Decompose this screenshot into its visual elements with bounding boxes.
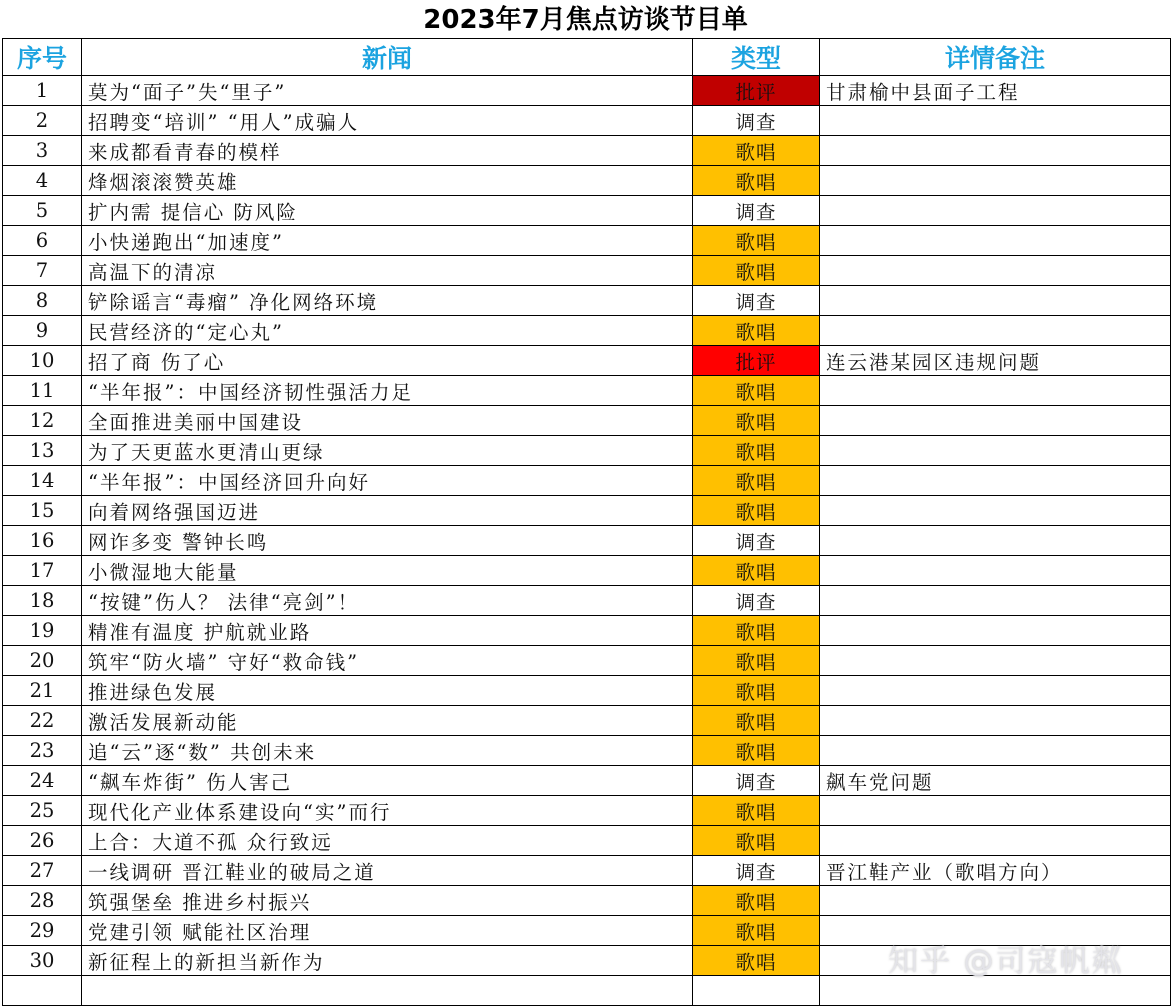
cell-type[interactable]: 歌唱 [693,826,820,856]
table-row [3,106,1171,136]
table-row [3,556,1171,586]
table-row [3,886,1171,916]
table-row [3,646,1171,676]
cell-note[interactable]: 连云港某园区违规问题 [820,346,1171,376]
table-row [3,586,1171,616]
cell-num[interactable]: 27 [3,856,82,886]
cell-type[interactable]: 歌唱 [693,616,820,646]
cell-news[interactable]: 筑强堡垒 推进乡村振兴 [82,886,693,916]
cell-news[interactable]: “半年报”：中国经济韧性强活力足 [82,376,693,406]
cell-num[interactable]: 10 [3,346,82,376]
cell-type[interactable]: 歌唱 [693,736,820,766]
cell-type[interactable]: 调查 [693,586,820,616]
cell-note[interactable] [820,406,1171,436]
cell-news[interactable]: 追“云”逐“数” 共创未来 [82,736,693,766]
cell-news[interactable]: 莫为“面子”失“里子” [82,76,693,106]
table-row [3,76,1171,106]
cell-note[interactable] [820,136,1171,166]
cell-note[interactable] [820,826,1171,856]
cell-num[interactable]: 1 [3,76,82,106]
cell-news[interactable]: 招聘变“培训” “用人”成骗人 [82,106,693,136]
cell-type[interactable]: 歌唱 [693,436,820,466]
program-table [2,38,1171,1006]
cell-type[interactable]: 调查 [693,286,820,316]
cell-num[interactable]: 25 [3,796,82,826]
cell-news[interactable]: 现代化产业体系建设向“实”而行 [82,796,693,826]
cell-num[interactable]: 30 [3,946,82,976]
cell-news[interactable]: 招了商 伤了心 [82,346,693,376]
cell-num[interactable]: 18 [3,586,82,616]
cell-type[interactable]: 歌唱 [693,916,820,946]
cell-news[interactable]: 为了天更蓝水更清山更绿 [82,436,693,466]
cell-num[interactable]: 9 [3,316,82,346]
cell-type[interactable]: 歌唱 [693,226,820,256]
cell-num[interactable]: 21 [3,676,82,706]
cell-type[interactable]: 调查 [693,526,820,556]
cell-news[interactable]: “按键”伤人？ 法律“亮剑”！ [82,586,693,616]
cell-note[interactable]: 甘肃榆中县面子工程 [820,76,1171,106]
cell-note[interactable]: 飙车党问题 [820,766,1171,796]
cell-type[interactable]: 歌唱 [693,556,820,586]
table-row [3,616,1171,646]
header-row [3,39,1171,76]
cell-news[interactable]: “飙车炸街” 伤人害己 [82,766,693,796]
cell-num[interactable]: 6 [3,226,82,256]
cell-note[interactable] [820,196,1171,226]
cell-type[interactable]: 调查 [693,856,820,886]
cell-news[interactable]: 铲除谣言“毒瘤” 净化网络环境 [82,286,693,316]
cell-note[interactable] [820,466,1171,496]
table-row [3,796,1171,826]
cell-num[interactable]: 28 [3,886,82,916]
cell-news[interactable]: 小微湿地大能量 [82,556,693,586]
cell-num[interactable]: 7 [3,256,82,286]
cell-num[interactable]: 16 [3,526,82,556]
cell-note[interactable] [820,526,1171,556]
cell-type[interactable]: 歌唱 [693,166,820,196]
sheet-title: 2023年7月焦点访谈节目单 [423,5,748,35]
cell-type[interactable]: 批评 [693,76,820,106]
cell-news[interactable]: 民营经济的“定心丸” [82,316,693,346]
cell-num[interactable]: 5 [3,196,82,226]
cell-num[interactable]: 24 [3,766,82,796]
cell-num[interactable]: 22 [3,706,82,736]
cell-note[interactable] [820,796,1171,826]
cell-num[interactable]: 17 [3,556,82,586]
cell-type[interactable]: 歌唱 [693,946,820,976]
table-row [3,466,1171,496]
cell-num[interactable]: 3 [3,136,82,166]
header-note[interactable]: 详情备注 [820,39,1171,76]
cell-note[interactable] [820,316,1171,346]
cell-note[interactable] [820,376,1171,406]
watermark: 知乎 @司寇帆粼 [888,944,1124,979]
cell-note[interactable] [820,436,1171,466]
cell-news[interactable]: 网诈多变 警钟长鸣 [82,526,693,556]
table-row [3,406,1171,436]
cell-news[interactable]: 新征程上的新担当新作为 [82,946,693,976]
table-row [3,226,1171,256]
header-type[interactable]: 类型 [693,39,820,76]
cell-num[interactable]: 12 [3,406,82,436]
cell-type[interactable]: 歌唱 [693,466,820,496]
cell-note[interactable] [820,556,1171,586]
table-row [3,436,1171,466]
table-row [3,766,1171,796]
cell-news[interactable]: “半年报”：中国经济回升向好 [82,466,693,496]
cell-type[interactable]: 歌唱 [693,796,820,826]
cell-note[interactable] [820,616,1171,646]
cell-type[interactable]: 歌唱 [693,886,820,916]
cell-news[interactable]: 精准有温度 护航就业路 [82,616,693,646]
cell-note[interactable]: 晋江鞋产业（歌唱方向） [820,856,1171,886]
cell-type[interactable]: 歌唱 [693,676,820,706]
table-row [3,256,1171,286]
cell-num[interactable]: 23 [3,736,82,766]
table-row [3,166,1171,196]
cell-type[interactable]: 批评 [693,346,820,376]
cell-type[interactable]: 歌唱 [693,256,820,286]
table-row [3,136,1171,166]
cell-num[interactable]: 29 [3,916,82,946]
table-row [3,316,1171,346]
cell-note[interactable] [820,286,1171,316]
cell-news[interactable]: 上合：大道不孤 众行致远 [82,826,693,856]
cell-type[interactable]: 歌唱 [693,316,820,346]
cell-num[interactable]: 4 [3,166,82,196]
cell-news[interactable]: 一线调研 晋江鞋业的破局之道 [82,856,693,886]
cell-num[interactable]: 26 [3,826,82,856]
cell-num[interactable]: 19 [3,616,82,646]
cell-note[interactable] [820,706,1171,736]
cell-type[interactable]: 歌唱 [693,376,820,406]
cell-note[interactable] [820,256,1171,286]
cell-num[interactable]: 13 [3,436,82,466]
cell-news[interactable]: 推进绿色发展 [82,676,693,706]
table-row [3,706,1171,736]
cell-num[interactable]: 20 [3,646,82,676]
cell-type[interactable] [693,976,820,1006]
cell-num[interactable]: 11 [3,376,82,406]
cell-news[interactable]: 来成都看青春的模样 [82,136,693,166]
cell-note[interactable] [820,736,1171,766]
table-row [3,286,1171,316]
cell-type[interactable]: 歌唱 [693,136,820,166]
header-news[interactable]: 新闻 [82,39,693,76]
table-row [3,826,1171,856]
cell-note[interactable] [820,166,1171,196]
cell-note[interactable] [820,676,1171,706]
table-row [3,856,1171,886]
cell-num[interactable]: 2 [3,106,82,136]
cell-num[interactable]: 8 [3,286,82,316]
cell-news[interactable]: 小快递跑出“加速度” [82,226,693,256]
cell-news[interactable]: 党建引领 赋能社区治理 [82,916,693,946]
header-num[interactable]: 序号 [3,39,82,76]
cell-num[interactable] [3,976,82,1006]
table-row [3,676,1171,706]
table-row [3,736,1171,766]
cell-note[interactable] [820,886,1171,916]
cell-type[interactable]: 调查 [693,766,820,796]
cell-news[interactable]: 烽烟滚滚赞英雄 [82,166,693,196]
cell-note[interactable] [820,496,1171,526]
cell-note[interactable] [820,586,1171,616]
cell-note[interactable] [820,646,1171,676]
cell-type[interactable]: 歌唱 [693,646,820,676]
cell-type[interactable]: 调查 [693,106,820,136]
cell-news[interactable] [82,976,693,1006]
cell-type[interactable]: 歌唱 [693,706,820,736]
table-row [3,376,1171,406]
cell-news[interactable]: 全面推进美丽中国建设 [82,406,693,436]
table-row [3,526,1171,556]
cell-news[interactable]: 高温下的清凉 [82,256,693,286]
table-row [3,346,1171,376]
cell-note[interactable] [820,226,1171,256]
cell-news[interactable]: 激活发展新动能 [82,706,693,736]
cell-news[interactable]: 筑牢“防火墙” 守好“救命钱” [82,646,693,676]
cell-note[interactable] [820,106,1171,136]
table-row [3,196,1171,226]
cell-type[interactable]: 歌唱 [693,496,820,526]
cell-num[interactable]: 15 [3,496,82,526]
cell-type[interactable]: 调查 [693,196,820,226]
cell-type[interactable]: 歌唱 [693,406,820,436]
cell-news[interactable]: 扩内需 提信心 防风险 [82,196,693,226]
table-row [3,976,1171,1006]
cell-news[interactable]: 向着网络强国迈进 [82,496,693,526]
cell-note[interactable] [820,976,1171,1006]
table-row [3,496,1171,526]
cell-num[interactable]: 14 [3,466,82,496]
